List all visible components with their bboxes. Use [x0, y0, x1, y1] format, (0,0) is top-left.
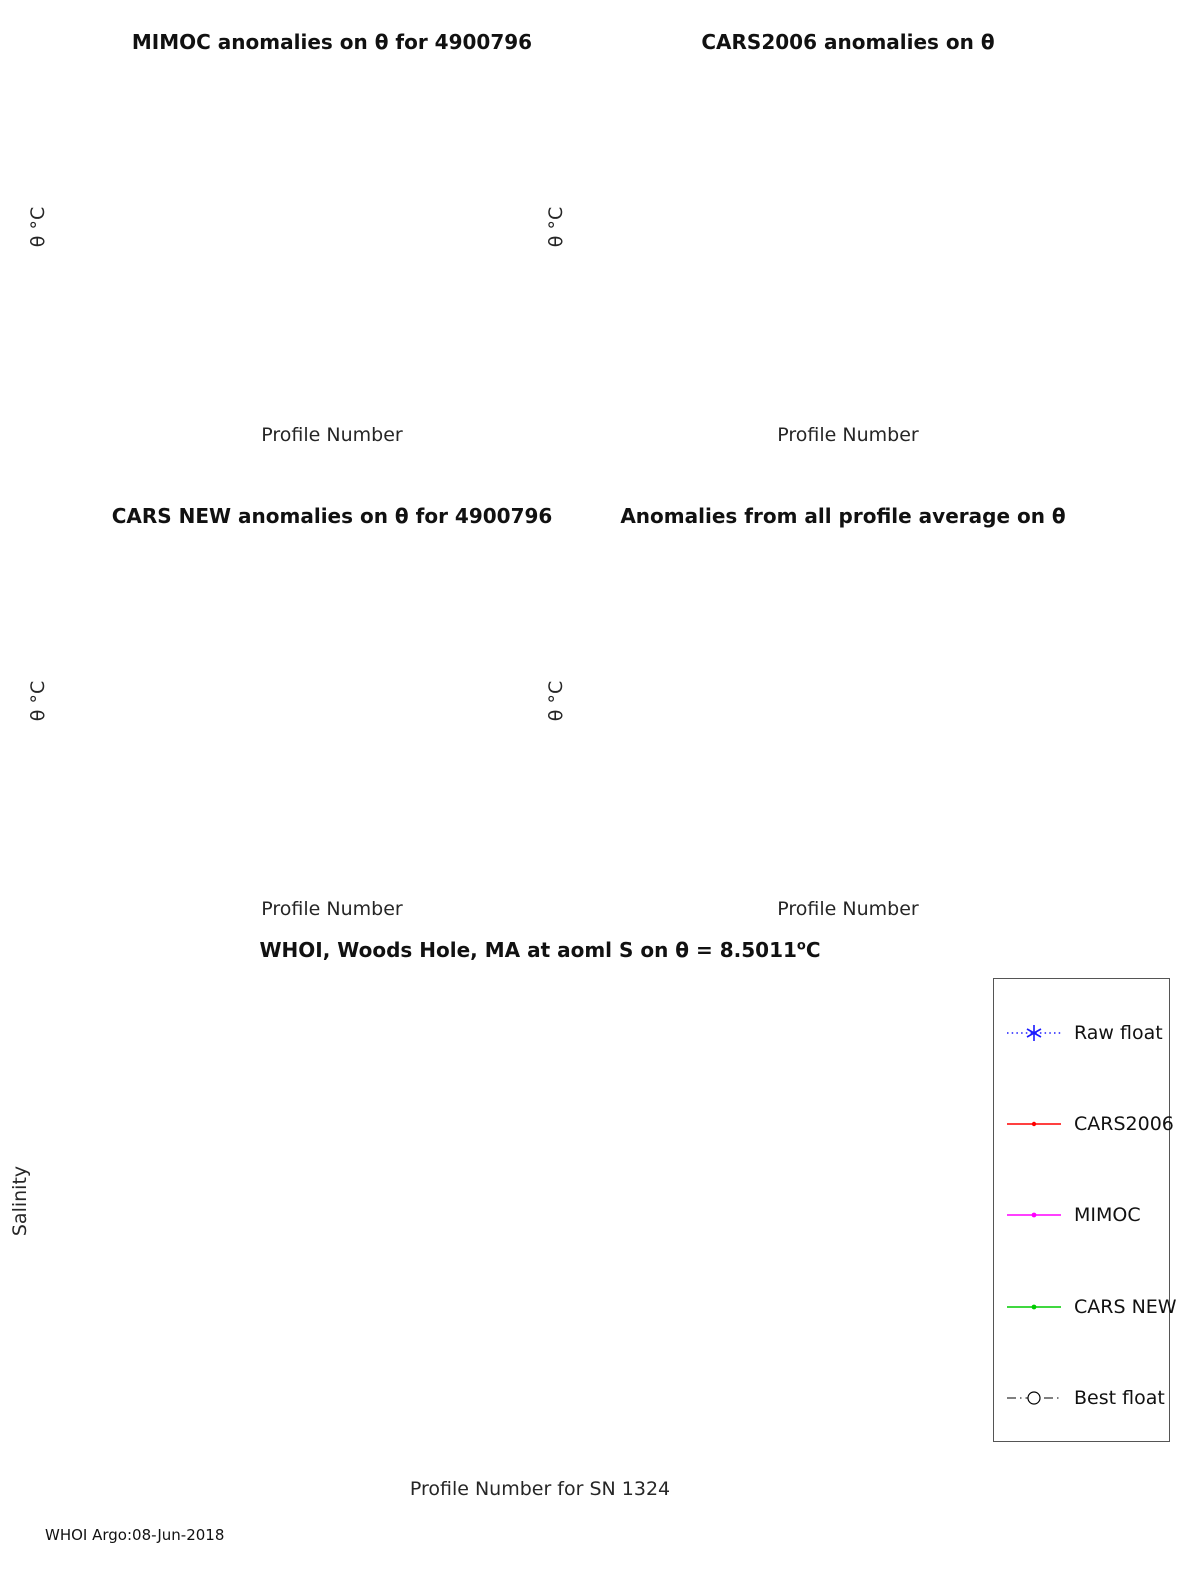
cars-new-sample-line: [1006, 1295, 1062, 1319]
allprofile-xaxis-label: Profile Number: [777, 898, 919, 920]
cars2006-yaxis-label: θ °C: [545, 206, 567, 248]
allprofile-title: Anomalies from all profile average on θ: [620, 504, 1066, 528]
legend-label: Raw float: [1074, 1022, 1163, 1044]
raw-float-sample-line: [1006, 1021, 1062, 1045]
best-float-sample-line: [1006, 1386, 1062, 1410]
carsnew-title: CARS NEW anomalies on θ for 4900796: [111, 504, 553, 528]
salinity-chart-title-suffix: C: [805, 938, 821, 962]
mimoc-title: MIMOC anomalies on θ for 4900796: [131, 30, 533, 54]
legend-item-mimoc: [1006, 1203, 1141, 1227]
legend-label: CARS2006: [1074, 1113, 1174, 1135]
allprofile-yaxis-label: θ °C: [545, 680, 567, 722]
allprofile-contour-canvas: [612, 540, 1085, 864]
salinity-xaxis-label: Profile Number for SN 1324: [409, 1478, 671, 1500]
cars2006-sample-line: [1006, 1112, 1062, 1136]
legend-item-cars-new: [1006, 1295, 1177, 1319]
colorbar-gradient: [1116, 63, 1146, 858]
mimoc-contour-canvas: [95, 67, 570, 391]
carsnew-xaxis-label: Profile Number: [261, 898, 403, 920]
mimoc-xaxis-label: Profile Number: [261, 424, 403, 446]
legend-item-best-float: [1006, 1386, 1165, 1410]
salinity-chart-title-sup: o: [796, 938, 806, 954]
legend-label: CARS NEW: [1074, 1296, 1177, 1318]
legend-label: MIMOC: [1074, 1204, 1141, 1226]
carsnew-contour-canvas: [95, 540, 570, 864]
carsnew-yaxis-label: θ °C: [27, 680, 49, 722]
legend-item-cars2006: [1006, 1112, 1174, 1136]
cars2006-title: CARS2006 anomalies on θ: [701, 30, 995, 54]
legend-item-raw-float: [1006, 1021, 1163, 1045]
legend-label: Best float: [1074, 1387, 1165, 1409]
salinity-yaxis-label: Salinity: [9, 1165, 31, 1237]
mimoc-sample-line: [1006, 1203, 1062, 1227]
salinity-chart-title-main: WHOI, Woods Hole, MA at aoml S on θ = 8.5011: [259, 938, 797, 962]
salinity-legend: [993, 978, 1177, 1442]
figure-credit-text: WHOI Argo:08-Jun-2018: [45, 1526, 225, 1544]
cars2006-xaxis-label: Profile Number: [777, 424, 919, 446]
cars2006-contour-canvas: [612, 67, 1085, 391]
mimoc-yaxis-label: θ °C: [27, 206, 49, 248]
